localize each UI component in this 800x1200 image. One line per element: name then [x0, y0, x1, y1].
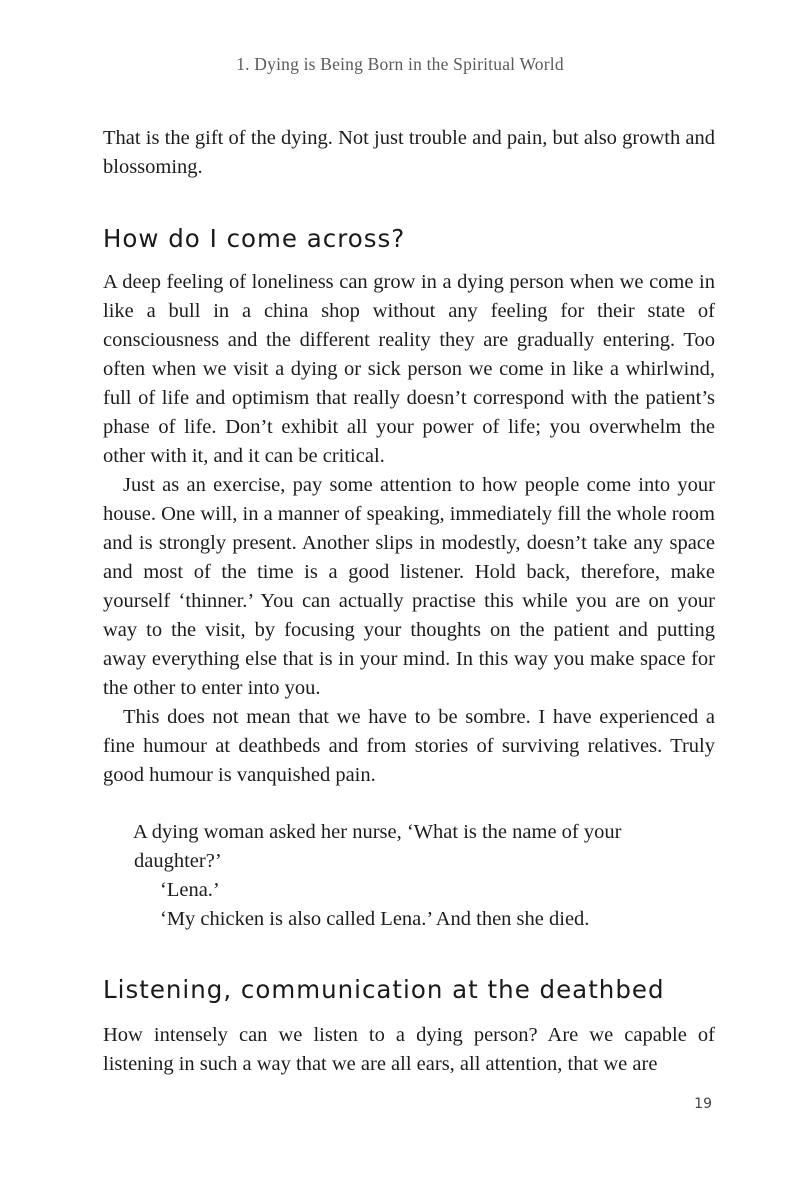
section-heading-listening: Listening, communication at the deathbed — [103, 975, 665, 1004]
running-head: 1. Dying is Being Born in the Spiritual World — [236, 54, 564, 74]
section-heading-how-do-i-come-across: How do I come across? — [103, 224, 406, 253]
intro-paragraph-block — [103, 124, 715, 182]
section2-body — [103, 1021, 715, 1079]
section1-body — [103, 268, 715, 790]
quote-line-2: daughter?’ — [134, 850, 222, 872]
section1-paragraph-3: This does not mean that we have to be sombre. I have experienced a fine humour at deathbeds and from stories of surviving relatives. Truly good humour is vanquished pain. — [103, 706, 715, 786]
block-quote — [133, 818, 693, 934]
quote-reply-1: ‘Lena.’ — [160, 879, 220, 901]
quote-line-1: A dying woman asked her nurse, ‘What is the name of your — [133, 821, 622, 843]
section1-paragraph-2: Just as an exercise, pay some attention to how people come into your house. One will, in a manner of speaking, immediately fill the whole room and is strongly present. Another slips in modestly, doesn’t take any space and most of the time is a good listener. Hold back, therefore, make yourself ‘thinner.’ You can actually practise this while you are on your way to the visit, by focusing your thoughts on the patient and putting away everything else that is in your mind. In this way you make space for the other to enter into you. — [103, 474, 716, 699]
page-number: 19 — [694, 1096, 712, 1112]
quote-reply-2: ‘My chicken is also called Lena.’ And then she died. — [160, 908, 590, 930]
intro-paragraph: That is the gift of the dying. Not just trouble and pain, but also growth and blossoming. — [103, 127, 715, 178]
section1-paragraph-1: A deep feeling of loneliness can grow in a dying person when we come in like a bull in a china shop without any feeling for their state of consciousness and the different reality they are gradually entering. Too often when we visit a dying or sick person we come in like a whirlwind, full of life and optimism that really doesn’t correspond with the patient’s phase of life. Don’t exhibit all your power of life; you overwhelm the other with it, and it can be critical. — [103, 271, 715, 467]
section2-paragraph-1: How intensely can we listen to a dying person? Are we capable of listening in such a way that we are all ears, all attention, that we are — [103, 1024, 715, 1075]
